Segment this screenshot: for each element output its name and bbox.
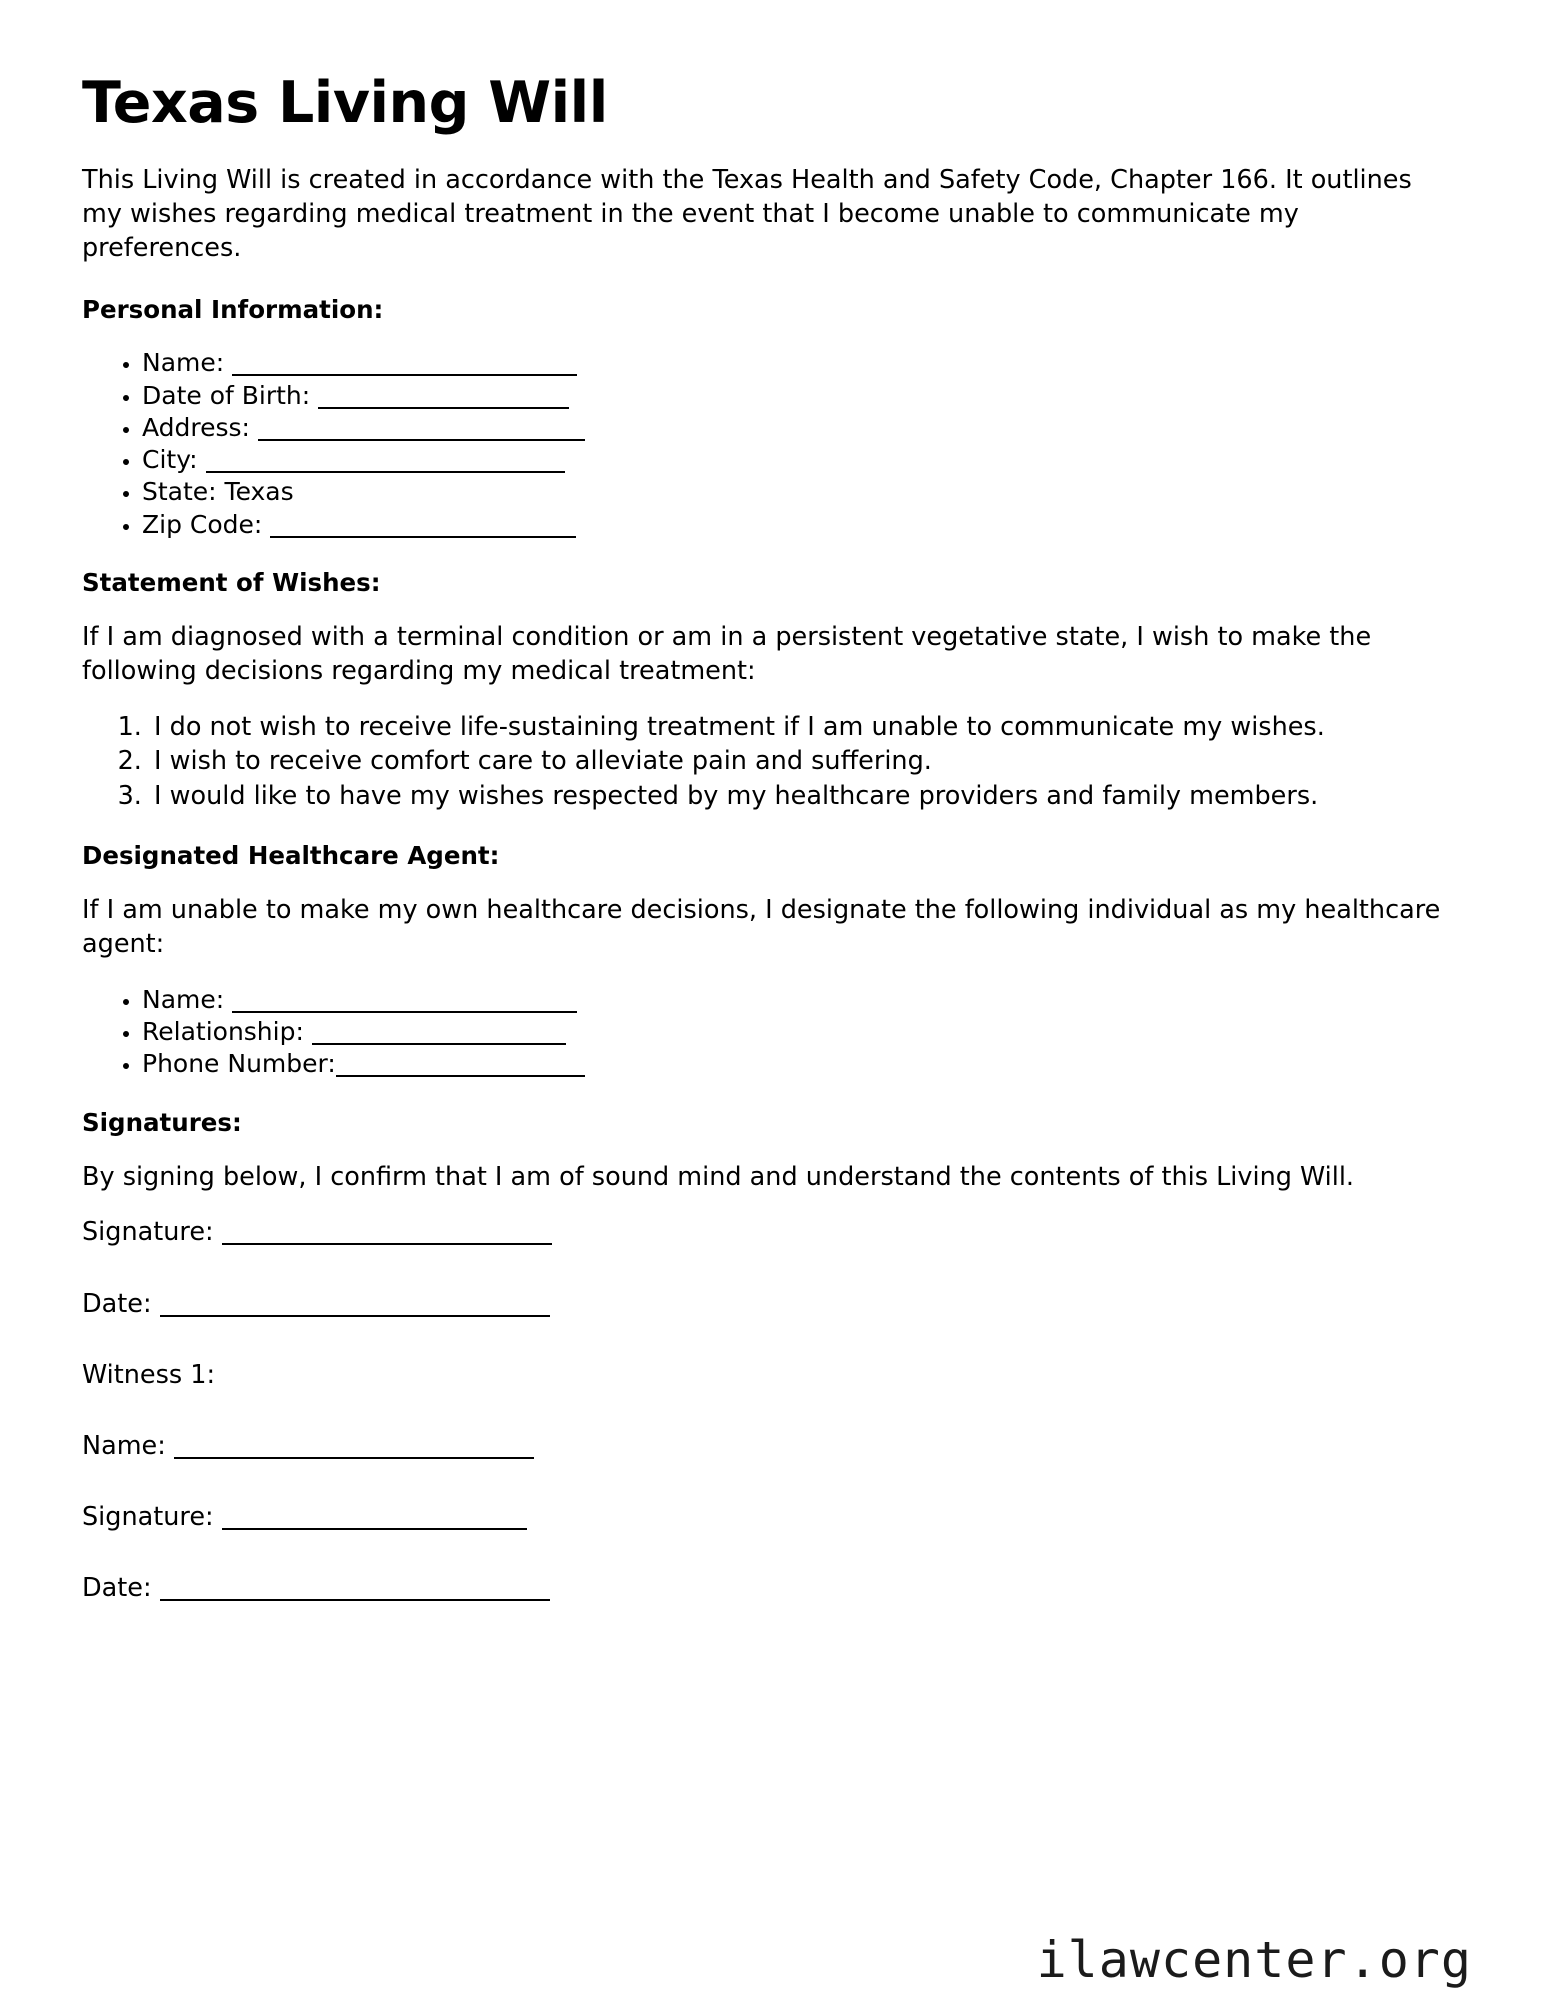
section-heading-signatures: Signatures:: [82, 1107, 242, 1137]
list-item: [142, 984, 1454, 1016]
blank-line[interactable]: [312, 1043, 566, 1045]
list-item: [142, 509, 1454, 541]
healthcare-agent-intro: If I am unable to make my own healthcare decisions, I designate the following individual as my healthcare agent:: [82, 895, 1441, 960]
list-item: [142, 444, 1454, 476]
list-item: 1. I do not wish to receive life-sustaining treatment if I am unable to communicate my wishes.: [150, 711, 1454, 745]
field-label: Name:: [142, 348, 225, 378]
list-item: [142, 412, 1454, 444]
list-item: [142, 476, 1454, 508]
intro-paragraph: This Living Will is created in accordance with the Texas Health and Safety Code, Chapter 166. It outlines my wishes regarding medical treatment in the event that I become unable to communicate my preferences.: [82, 164, 1412, 263]
signature-field-signature: [82, 1216, 1454, 1249]
field-label: Signature:: [82, 1501, 214, 1532]
blank-line[interactable]: [232, 1011, 577, 1013]
section-heading-healthcare-agent: Designated Healthcare Agent:: [82, 841, 500, 871]
page-title: Texas Living Will: [82, 70, 608, 136]
blank-line[interactable]: [336, 1075, 585, 1077]
site-watermark: ilawcenter.org: [1036, 1931, 1472, 1989]
field-label: Name:: [142, 984, 225, 1014]
blank-line[interactable]: [258, 439, 585, 441]
statement-of-wishes-list: [82, 711, 1454, 815]
list-item: [142, 380, 1454, 412]
signatures-intro: By signing below, I confirm that I am of sound mind and understand the contents of this Living Will.: [82, 1161, 1355, 1192]
blank-line[interactable]: [270, 536, 576, 538]
list-item: [142, 347, 1454, 379]
field-label: Date of Birth:: [142, 380, 311, 410]
blank-line[interactable]: [232, 374, 577, 376]
healthcare-agent-list: [82, 984, 1454, 1081]
field-label: Zip Code:: [142, 509, 263, 539]
list-item: [142, 1016, 1454, 1048]
field-label: Signature:: [82, 1217, 214, 1248]
blank-line[interactable]: [206, 471, 565, 473]
blank-line[interactable]: [222, 1528, 527, 1530]
section-heading-personal-information: Personal Information:: [82, 294, 384, 324]
field-label: Address:: [142, 412, 250, 442]
field-label: Relationship:: [142, 1017, 304, 1047]
list-item: [142, 1048, 1454, 1080]
field-label: Witness 1:: [82, 1359, 216, 1390]
signature-field-date: [82, 1288, 1454, 1321]
field-label: State: Texas: [142, 477, 294, 507]
list-item: 2. I wish to receive comfort care to alleviate pain and suffering.: [150, 745, 1454, 779]
field-label: Date:: [82, 1288, 152, 1319]
section-heading-statement-of-wishes: Statement of Wishes:: [82, 567, 381, 597]
blank-line[interactable]: [160, 1599, 550, 1601]
field-label: Date:: [82, 1573, 152, 1604]
list-item: 3. I would like to have my wishes respected by my healthcare providers and family members.: [150, 780, 1454, 814]
statement-of-wishes-intro: If I am diagnosed with a terminal condition or am in a persistent vegetative state, I wish to make the following decisions regarding my medical treatment:: [82, 621, 1372, 686]
witness-1-field-date: [82, 1572, 1454, 1605]
field-label: Name:: [82, 1430, 166, 1461]
personal-information-list: [82, 347, 1454, 541]
blank-line[interactable]: [174, 1457, 534, 1459]
field-label: City:: [142, 445, 198, 475]
blank-line[interactable]: [318, 407, 569, 409]
blank-line[interactable]: [160, 1315, 550, 1317]
witness-1-field-name: [82, 1430, 1454, 1463]
witness-1-label: [82, 1359, 1454, 1392]
witness-1-field-signature: [82, 1501, 1454, 1534]
field-label: Phone Number:: [142, 1049, 336, 1079]
blank-line[interactable]: [222, 1243, 552, 1245]
